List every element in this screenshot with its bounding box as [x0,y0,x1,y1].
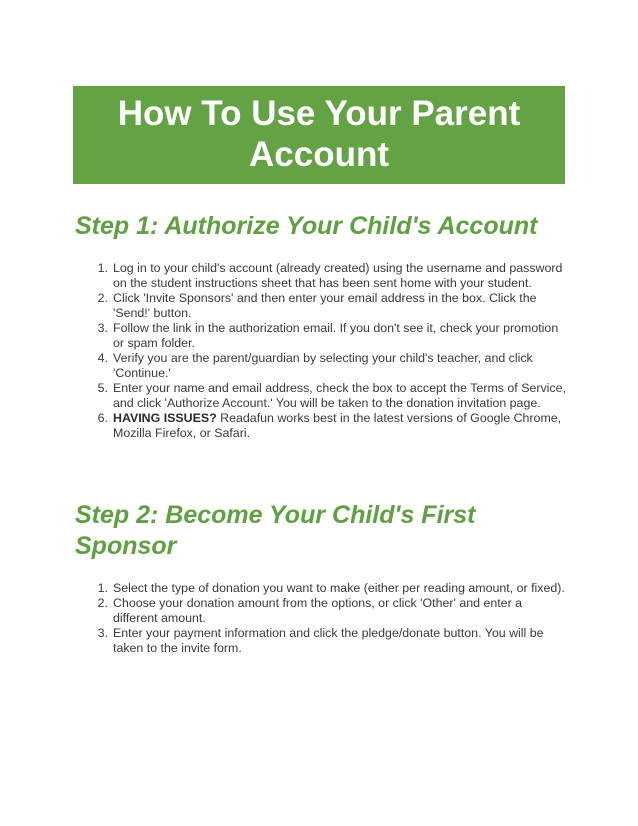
list-item [90,321,570,351]
having-issues-text: Readafun works best in the latest versions of Google Chrome, Mozilla Firefox, or Safari. [113,411,562,440]
list-item [90,261,570,291]
title-banner [73,86,565,184]
step2-heading: Step 2: Become Your Child's First Sponsor [75,501,476,560]
list-item-number: 5. [97,381,108,395]
list-item [90,291,570,321]
list-item [90,351,570,381]
list-item [90,596,570,626]
title-line-2: Account [249,135,389,174]
list-item [90,626,570,656]
list-item-number: 3. [97,626,108,640]
list-item-text: Enter your name and email address, check the box to accept the Terms of Service, and click 'Authorize Account.' You will be taken to the donation invitation page. [113,381,566,410]
list-item-text: Select the type of donation you want to make (either per reading amount, or fixed). [113,581,565,595]
list-item-number: 1. [97,581,108,595]
list-item-text: Enter your payment information and click the pledge/donate button. You will be taken to the invite form. [113,626,544,655]
list-item-text: Choose your donation amount from the options, or click 'Other' and enter a different amount. [113,596,523,625]
list-item-text: Log in to your child's account (already created) using the username and password on the student instructions sheet that has been sent home with your student. [113,261,563,290]
list-item-number: 3. [97,321,108,335]
list-item [90,581,570,596]
list-item-number: 4. [97,351,108,365]
having-issues-label: HAVING ISSUES? [113,411,217,425]
list-item-text: Click 'Invite Sponsors' and then enter your email address in the box. Click the 'Send!' button. [113,291,537,320]
list-item-text [113,411,570,441]
list-item-text: Verify you are the parent/guardian by selecting your child's teacher, and click 'Continue.' [113,351,533,380]
list-item-number: 2. [97,291,108,305]
step2-list [90,581,570,656]
list-item-text: Follow the link in the authorization email. If you don't see it, check your promotion or spam folder. [113,321,559,350]
list-item-number: 2. [97,596,108,610]
step1-heading: Step 1: Authorize Your Child's Account [75,212,538,240]
list-item [90,411,570,441]
title-line-1: How To Use Your Parent [117,94,521,133]
list-item-number: 6. [97,411,108,425]
step1-list [90,261,570,441]
list-item [90,381,570,411]
list-item-number: 1. [97,261,108,275]
